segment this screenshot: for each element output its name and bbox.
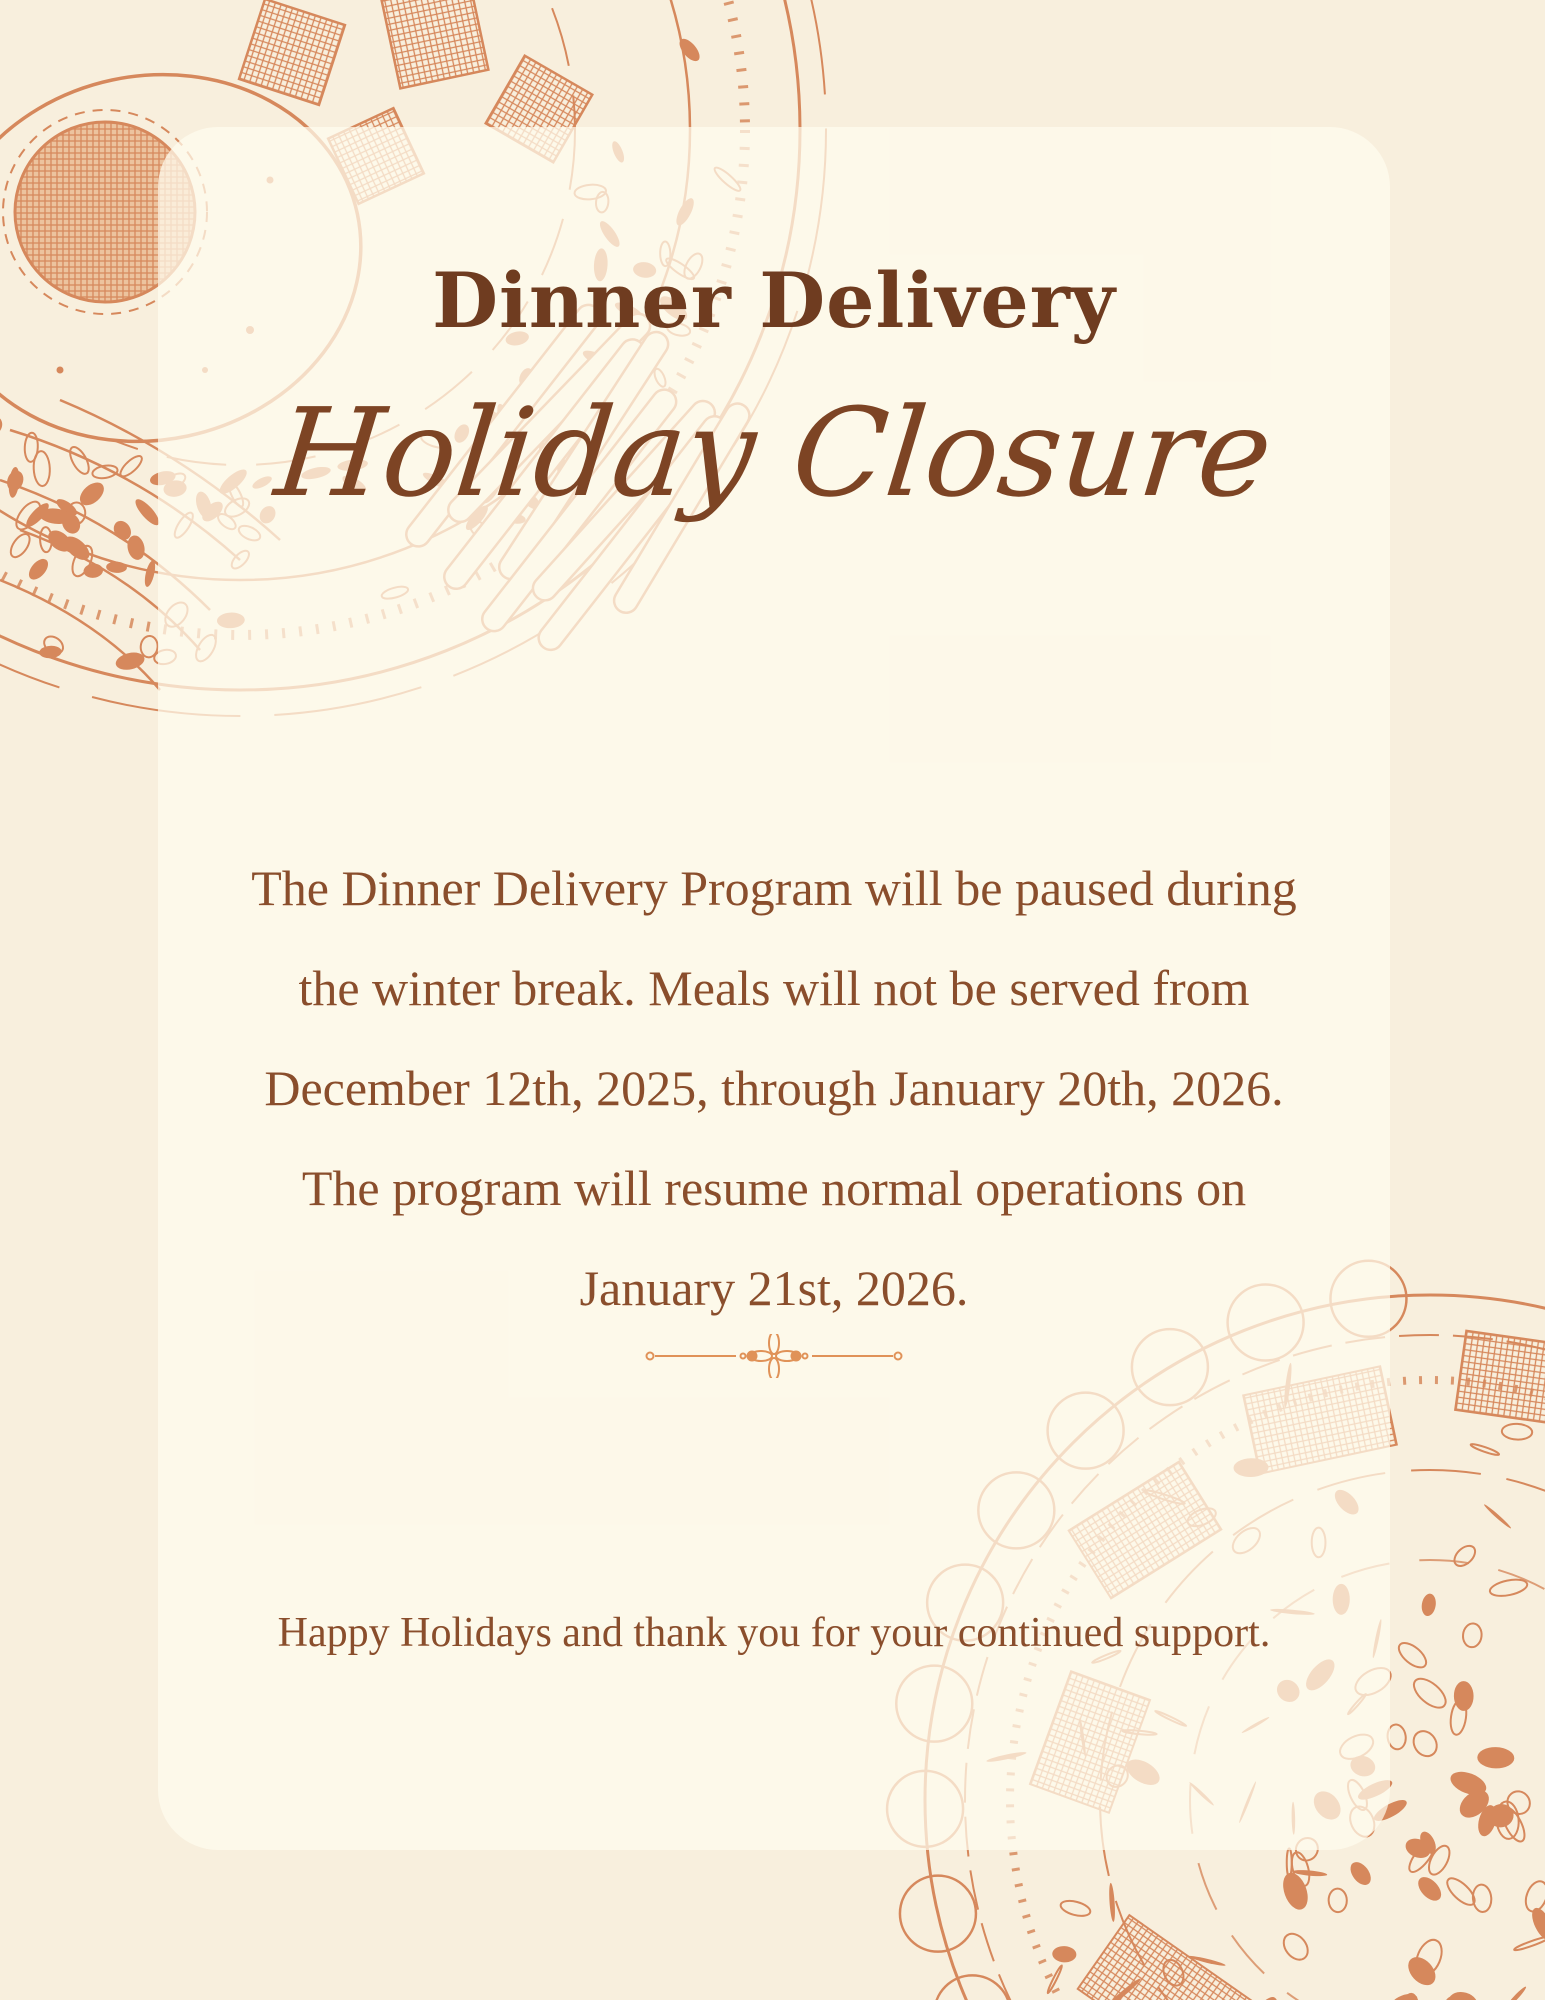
paragraph-line: January 21st, 2026. xyxy=(579,1259,969,1316)
paragraph-line: The Dinner Delivery Program will be paused during xyxy=(251,859,1297,916)
ornamental-divider xyxy=(158,1334,1390,1378)
paragraph-line: the winter break. Meals will not be served from xyxy=(298,959,1250,1016)
page-subtitle-script: Holiday Closure xyxy=(269,382,1279,525)
announcement-paragraph xyxy=(184,838,1364,1338)
page-title: Dinner Delivery xyxy=(432,256,1116,345)
paragraph-line: December 12th, 2025, through January 20th, 2026. xyxy=(264,1059,1284,1116)
paragraph-line: The program will resume normal operations on xyxy=(301,1159,1247,1216)
closing-message: Happy Holidays and thank you for your continued support. xyxy=(277,1609,1271,1656)
quatrefoil-flourish-divider-icon xyxy=(644,1334,904,1378)
content-card xyxy=(158,127,1390,1850)
